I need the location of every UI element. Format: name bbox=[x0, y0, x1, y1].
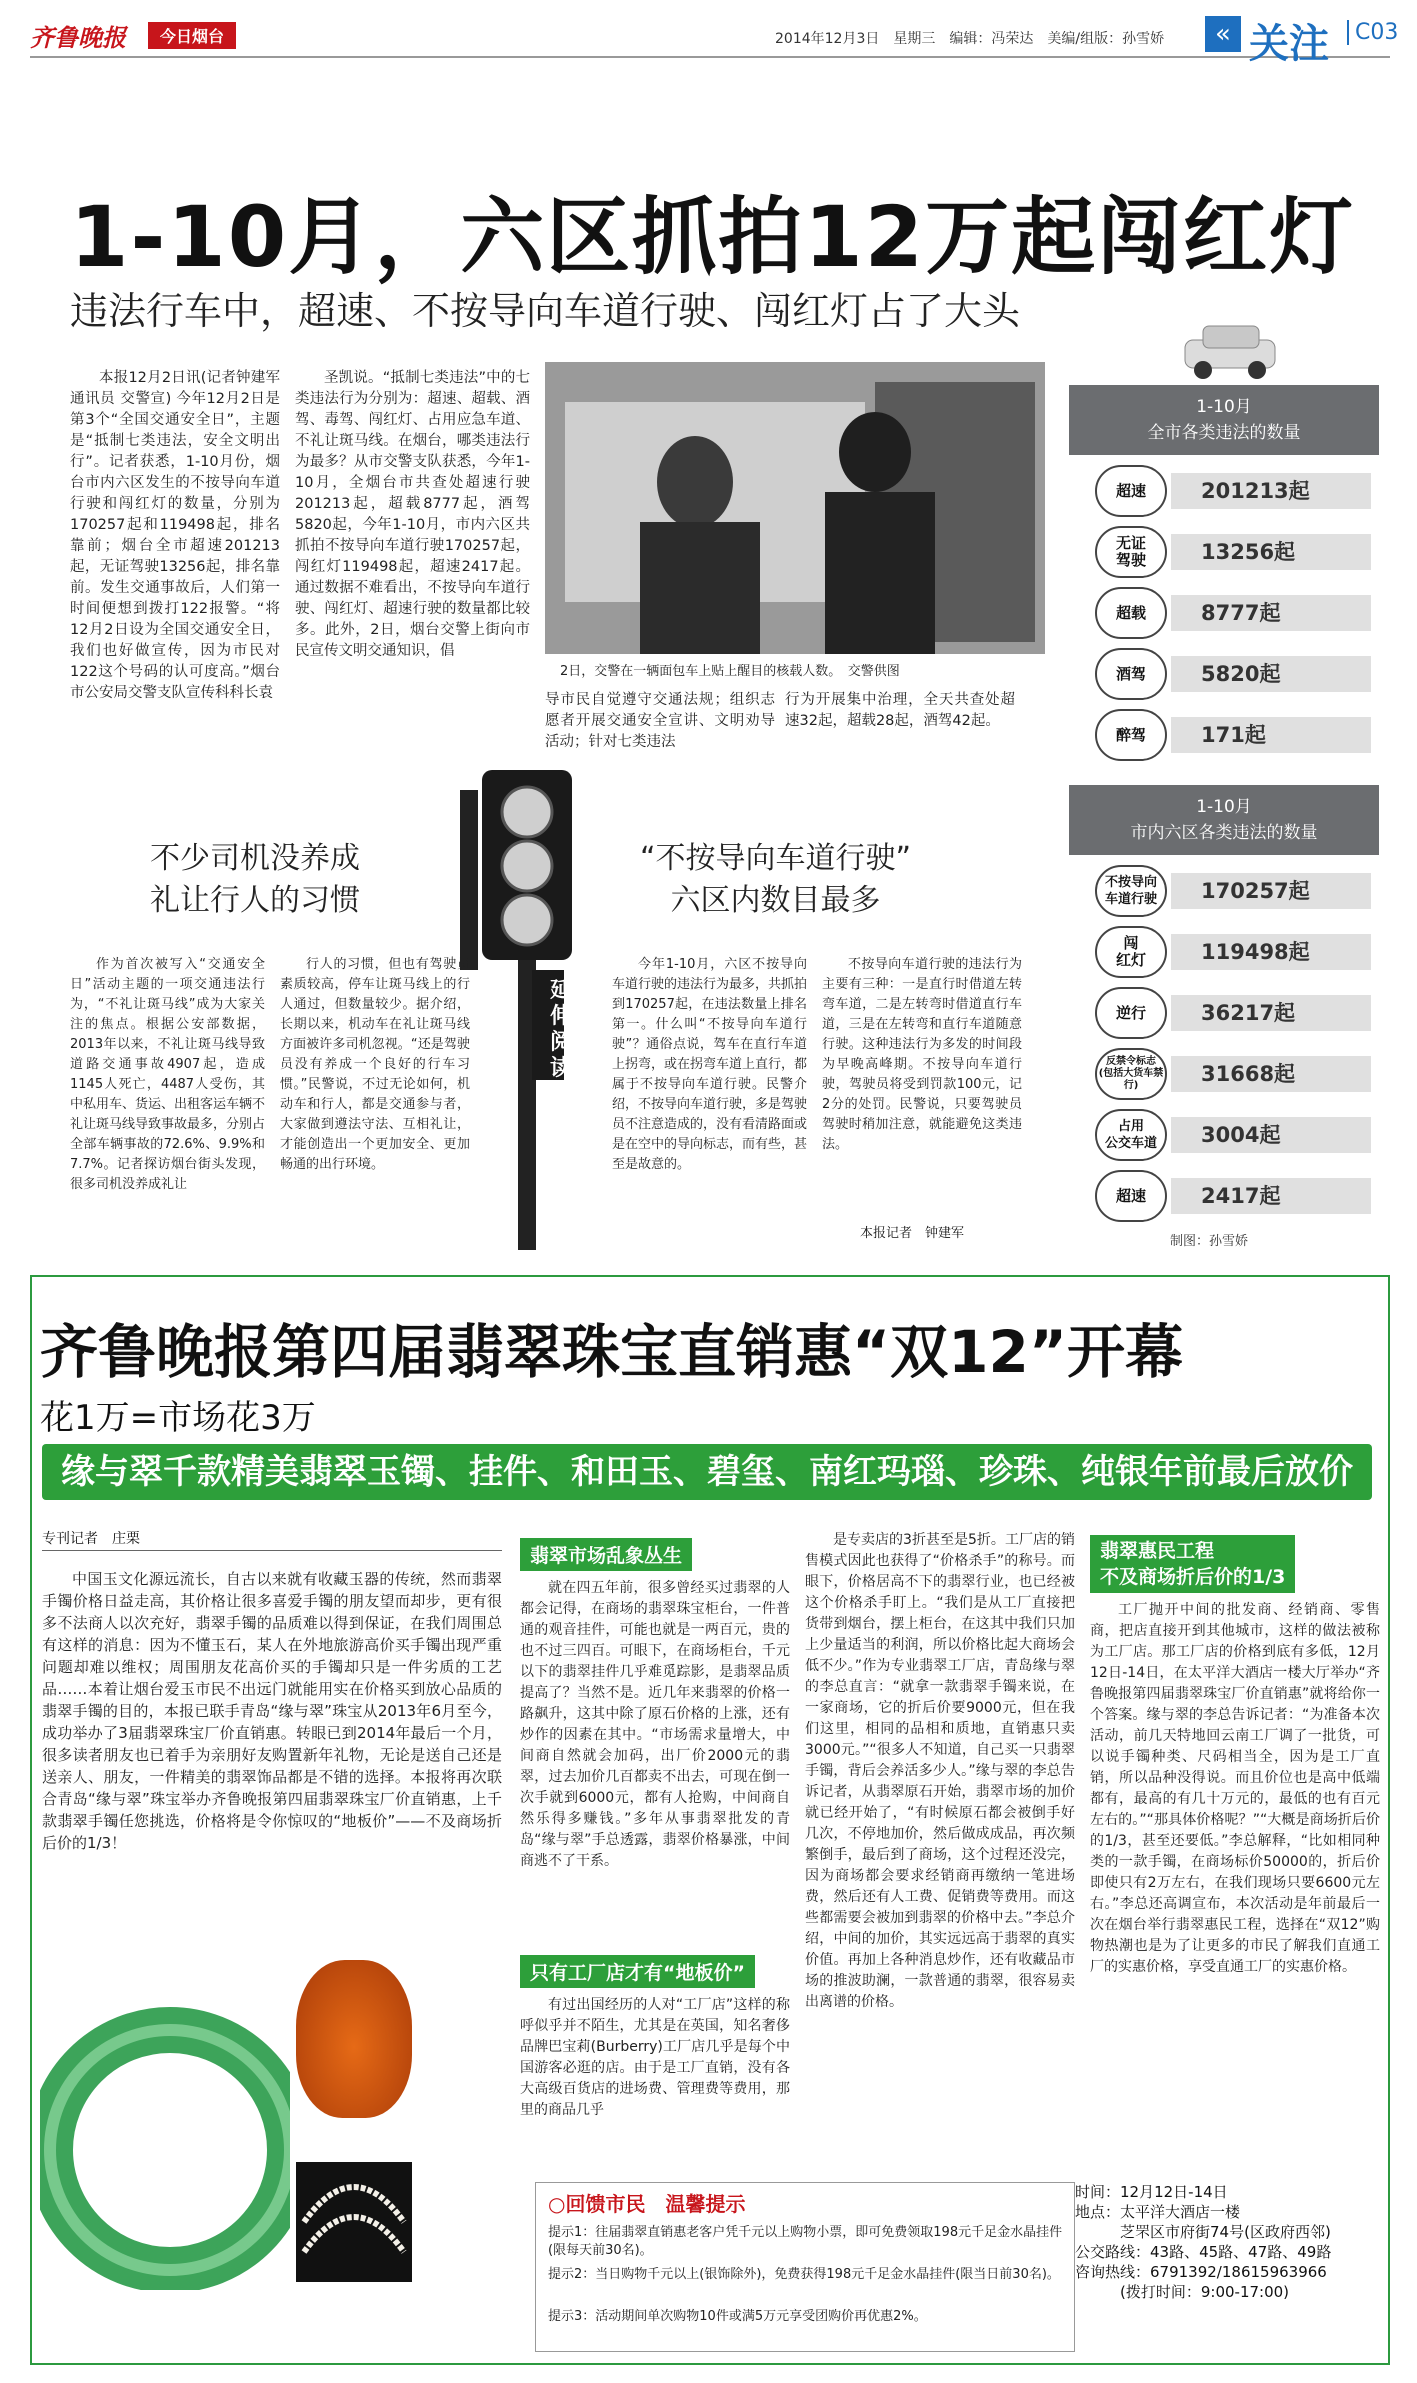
tip-item: 提示2：当日购物千元以上(银饰除外)，免费获得198元千足金水晶挂件(限当日前30名)。 bbox=[548, 2267, 1060, 2282]
subsection-title-1: 不少司机没养成 礼让行人的习惯 bbox=[150, 841, 360, 918]
stat-value: 36217起 bbox=[1171, 995, 1371, 1031]
stats-panel bbox=[1055, 320, 1385, 1240]
page-number: C03 bbox=[1347, 20, 1398, 45]
stat-row bbox=[1095, 709, 1380, 761]
chart-credit: 制图：孙雪娇 bbox=[1170, 1234, 1249, 1249]
ad-col-1: 中国玉文化源远流长，自古以来就有收藏玉器的传统，然而翡翠手镯价格日益走高，其价格让很多喜爱手镯的朋友望而却步，更有很多不法商人以次充好，翡翠手镯的品质难以得到保证，在我们周围总有这样的消息：因为不懂玉石，某人在外地旅游高价买手镯出现严重问题却难以维权；周围朋友花高价买的手镯却只是一件劣质的工艺品……本着让烟台爱玉市民不出远门就能用实在价格买到放心品质的翡翠手镯的目的，本报已联手青岛“缘与翠”珠宝从2013年6月至今，成功举办了3届翡翠珠宝厂价直销惠。转眼已到2014年最后一个月，很多读者朋友也已着手为亲朋好友购置新年礼物，无论是送自己还是送亲人、朋友，一件精美的翡翠饰品都是不错的选择。本报将再次联合青岛“缘与翠”珠宝举办齐鲁晚报第四届翡翠珠宝厂价直销惠，上千款翡翠手镯任您挑选，价格将是令你惊叹的“地板价”——不及商场折后价的1/3！ bbox=[42, 1570, 502, 1852]
stat-label: 醉驾 bbox=[1095, 709, 1167, 761]
circle-icon: ○ bbox=[548, 2192, 566, 2216]
side-label: 延伸阅读 bbox=[549, 978, 572, 1081]
stat-row bbox=[1095, 526, 1380, 578]
stat-value: 201213起 bbox=[1171, 473, 1371, 509]
stat-row bbox=[1095, 865, 1380, 917]
newspaper-logo: 齐鲁晚报 bbox=[30, 23, 126, 52]
article-col-1: 本报12月2日讯(记者钟建军 通讯员 交警宣) 今年12月2日是第3个“全国交通安全日”，主题是“抵制七类违法，安全文明出行”。记者获悉，1-10月份，烟台市内六区发生的不按导向车道行驶和闯红灯的数量，分别为170257起和119498起，排名靠前；烟台全市超速201213起，无证驾驶13256起，排名靠前。发生交通事故后，人们第一时间便想到拨打122报警。“将12月2日设为全国交通安全日，我们也好做宣传，因为市民对122这个号码的认可度高。”烟台市公安局交警支队宣传科科长袁 bbox=[70, 370, 280, 701]
stat-value: 170257起 bbox=[1171, 873, 1371, 909]
stat-row bbox=[1095, 987, 1380, 1039]
page-tag bbox=[1205, 14, 1399, 67]
event-hours: (拨打时间：9:00-17:00) bbox=[1120, 2283, 1290, 2301]
issue-meta: 2014年12月3日 星期三 编辑：冯荣达 美编/组版：孙雪娇 bbox=[775, 31, 1165, 47]
pearl-necklace-icon bbox=[296, 2162, 412, 2282]
stat-label: 超速 bbox=[1095, 1170, 1167, 1222]
stat-row bbox=[1095, 926, 1380, 978]
article-col-4: 行为开展集中治理，全天共查处超速32起，超载28起，酒驾42起。 bbox=[785, 692, 1015, 729]
event-bus: 公交路线：43路、45路、47路、49路 bbox=[1075, 2243, 1332, 2261]
tips-title bbox=[548, 2188, 745, 2217]
article-col-3: 导市民自觉遵守交通法规；组织志愿者开展交通安全宣讲、文明劝导活动；针对七类违法 bbox=[545, 692, 775, 750]
stat-label: 超速 bbox=[1095, 465, 1167, 517]
car-icon bbox=[1175, 320, 1285, 380]
ad-section-head-2: 只有工厂店才有“地板价” bbox=[520, 1955, 755, 1988]
stat-label: 无证 驾驶 bbox=[1095, 526, 1167, 578]
stat-row bbox=[1095, 1048, 1380, 1100]
stat-value: 3004起 bbox=[1171, 1117, 1371, 1153]
subheadline: 违法行车中，超速、不按导向车道行驶、闯红灯占了大头 bbox=[70, 289, 1021, 333]
chevron-left-icon: « bbox=[1205, 16, 1241, 52]
stat-value: 31668起 bbox=[1171, 1056, 1371, 1092]
masthead bbox=[30, 14, 1399, 67]
stat-label: 酒驾 bbox=[1095, 648, 1167, 700]
ad-col-2: 就在四五年前，很多曾经买过翡翠的人都会记得，在商场的翡翠珠宝柜台，一件普通的观音挂件，可能也就是一两百元，贵的也不过三四百。可眼下，在商场柜台，千元以下的翡翠挂件几乎难觅踪影，是翡翠品质提高了？当然不是。近几年来翡翠的价格一路飙升，这其中除了原石价格的上涨，还有炒作的因素在其中。“市场需求量增大，中间商自然就会加码，出厂价2000元的翡翠，过去加价几百都卖不出去，可现在倒一次手就到6000元，都有人抢购，中间商自然乐得多赚钱。”多年从事翡翠批发的青岛“缘与翠”手总透露，翡翠价格暴涨，中间商逃不了干系。 bbox=[520, 1580, 790, 1869]
article-col-5: 作为首次被写入“交通安全日”活动主题的一项交通违法行为，“不礼让斑马线”成为大家关注的焦点。根据公安部数据，2013年以来，不礼让斑马线导致道路交通事故4907起，造成1145人死亡，4487人受伤，其中私用车、货运、出租客运车辆不礼让斑马线导致事故最多，分别占全部车辆事故的72.6%、9.9%和7.7%。记者探访烟台街头发现，很多司机没养成礼让 bbox=[70, 957, 265, 1192]
tip-item: 提示1：往届翡翠直销惠老客户凭千元以上购物小票，即可免费领取198元千足金水晶挂件(限每天前30名)。 bbox=[548, 2225, 1063, 2258]
ad-byline: 专刊记者 庄栗 bbox=[42, 1528, 502, 1551]
ad-banner: 缘与翠千款精美翡翠玉镯、挂件、和田玉、碧玺、南红玛瑙、珍珠、纯银年前最后放价 bbox=[42, 1444, 1372, 1500]
stat-label: 占用 公交车道 bbox=[1095, 1109, 1167, 1161]
news-photo bbox=[545, 362, 1045, 654]
stat-row bbox=[1095, 587, 1380, 639]
article-col-7: 今年1-10月，六区不按导向车道行驶的违法行为最多，共抓拍到170257起，在违法数量上排名第一。什么叫“不按导向车道行驶”？通俗点说，驾车在直行车道上拐弯，或在拐弯车道上直行，都属于不按导向车道行驶。民警介绍，不按导向车道行驶，多是驾驶员不注意造成的，没有看清路面或是在空中的导向标志，而有些，甚至是故意的。 bbox=[612, 957, 807, 1172]
stat-label: 闯 红灯 bbox=[1095, 926, 1167, 978]
stat-label: 超载 bbox=[1095, 587, 1167, 639]
ad-section-head-1: 翡翠市场乱象丛生 bbox=[520, 1538, 692, 1571]
stat-label: 逆行 bbox=[1095, 987, 1167, 1039]
event-place: 地点：太平洋大酒店一楼 bbox=[1075, 2203, 1241, 2221]
ad-section-head-3: 翡翠惠民工程 不及商场折后价的1/3 bbox=[1090, 1535, 1295, 1593]
stat-label: 反禁令标志 (包括大货车禁行) bbox=[1095, 1048, 1167, 1100]
stat-value: 2417起 bbox=[1171, 1178, 1371, 1214]
event-info bbox=[1075, 2182, 1380, 2302]
stat-row bbox=[1095, 648, 1380, 700]
stats-title-city: 1-10月 全市各类违法的数量 bbox=[1069, 385, 1379, 455]
article-col-6: 行人的习惯，但也有驾驶员素质较高，停车让斑马线上的行人通过，但数量较少。据介绍，长期以来，机动车在礼让斑马线方面被许多司机忽视。“还是驾驶员没有养成一个良好的行车习惯。”民警说，不过无论如何，机动车和行人，都是交通参与者，大家做到遵法守法、互相礼让，才能创造出一个更加安全、更加畅通的出行环境。 bbox=[280, 957, 470, 1172]
ad-title: 齐鲁晚报第四届翡翠珠宝直销惠“双12”开幕 bbox=[40, 1318, 1183, 1386]
page-name: 关注 bbox=[1249, 21, 1329, 67]
stat-value: 119498起 bbox=[1171, 934, 1371, 970]
stat-row bbox=[1095, 1170, 1380, 1222]
article-col-8: 不按导向车道行驶的违法行为主要有三种：一是直行时借道左转弯车道，二是左转弯时借道直行车道，三是在左转弯和直行车道随意行驶。这种违法行为多发的时间段为早晚高峰期。不按导向车道行驶，驾驶员将受到罚款100元，记2分的处罚。民警说，只要驾驶员驾驶时稍加注意，就能避免这类违法。 bbox=[822, 957, 1022, 1152]
stat-label: 不按导向 车道行驶 bbox=[1095, 865, 1167, 917]
photo-caption: 2日，交警在一辆面包车上贴上醒目的核载人数。 交警供图 bbox=[560, 664, 900, 679]
ad-col-3: 有过出国经历的人对“工厂店”这样的称呼似乎并不陌生，尤其是在英国，知名奢侈品牌巴宝莉(Burberry)工厂店几乎是每个中国游客必逛的店。由于是工厂直销，没有各大高级百货店的进场费、管理费等费用，那里的商品几乎 bbox=[520, 1997, 790, 2118]
stat-row bbox=[1095, 1109, 1380, 1161]
ad-subtitle: 花1万=市场花3万 bbox=[40, 1398, 316, 1438]
subsection-title-2: “不按导向车道行驶” 六区内数目最多 bbox=[640, 841, 912, 918]
event-time: 时间：12月12日-14日 bbox=[1075, 2183, 1228, 2201]
stats-title-district: 1-10月 市内六区各类违法的数量 bbox=[1069, 785, 1379, 855]
ad-col-5: 工厂抛开中间的批发商、经销商、零售商，把店直接开到其他城市，这样的做法被称为工厂店。那工厂店的价格到底有多低，12月12日-14日，在太平洋大酒店一楼大厅举办“齐鲁晚报第四届翡翠珠宝厂价直销惠”就将给你一个答案。缘与翠的李总告诉记者：“为准备本次活动，前几天特地回云南工厂调了一批货，可以说手镯种类、尺码相当全，因为是工厂直销，所以品种没得说。而且价位也是高中低端都有，最高的有几十万元的，最低的也有百元左右的。”“那具体价格呢？”“大概是商场折后价的1/3，甚至还要低。”李总解释，“比如相同种类的一款手镯，在商场标价50000的，折后价即使只有2万左右，在我们现场只要6600元左右。”李总还高调宣布，本次活动是年前最后一次在烟台举行翡翠惠民工程，选择在“双12”购物热潮也是为了让更多的市民了解我们直通工厂的实惠价格，享受直通工厂的实惠价格。 bbox=[1090, 1602, 1380, 1975]
stat-value: 171起 bbox=[1171, 717, 1371, 753]
stat-value: 8777起 bbox=[1171, 595, 1371, 631]
event-phone: 咨询热线：6791392/18615963966 bbox=[1075, 2263, 1327, 2281]
stat-value: 13256起 bbox=[1171, 534, 1371, 570]
ad-col-4: 是专卖店的3折甚至是5折。工厂店的销售模式因此也获得了“价格杀手”的称号。而眼下，价格居高不下的翡翠行业，也已经被这个价格杀手盯上。“我们是从工厂直接把货带到烟台，摆上柜台，在这其中我们只加上少量适当的利润，所以价格比起大商场会低不少。”作为专业翡翠工厂店，青岛缘与翠的李总直言：“就拿一款翡翠手镯来说，在一家商场，它的折后价要9000元，但在我们这里，相同的品相和质地，直销惠只卖3000元。”“很多人不知道，自己买一只翡翠手镯，背后会养活多少人。”缘与翠的李总告诉记者，从翡翠原石开始，翡翠市场的加价就已经开始了，“有时候原石都会被倒手好几次，不停地加价，然后做成成品，再次频繁倒手，最后到了商场，这个过程还没完，因为商场都会要求经销商再缴纳一笔进场费，然后还有人工费、促销费等费用。而这些都需要会被加到翡翠的价格中去。”李总介绍，中间的加价，其实远远高于翡翠的真实价值。再加上各种消息炒作，还有收藏品市场的推波助澜，一款普通的翡翠，很容易卖出离谱的价格。 bbox=[805, 1532, 1075, 2010]
jade-bangle-icon bbox=[40, 1980, 290, 2290]
section-tag: 今日烟台 bbox=[148, 22, 236, 49]
headline: 1-10月，六区抓拍12万起闯红灯 bbox=[70, 188, 1356, 286]
article-col-2: 圣凯说。“抵制七类违法”中的七类违法行为分别为：超速、超载、酒驾、毒驾、闯红灯、占用应急车道、不礼让斑马线。在烟台，哪类违法行为最多？从市交警支队获悉，今年1-10月，全烟台市共查处超速行驶201213起，超载8777起，酒驾5820起，今年1-10月，市内六区共抓拍不按导向车道行驶170257起，闯红灯119498起，超速2417起。通过数据不难看出，不按导向车道行驶、闯红灯、超速行驶的数量都比较多。此外，2日，烟台交警上街向市民宣传文明交通知识，倡 bbox=[295, 370, 530, 659]
traffic-light-icon bbox=[460, 770, 600, 1250]
tip-item: 提示3：活动期间单次购物10件或满5万元享受团购价再优惠2%。 bbox=[548, 2309, 927, 2324]
stat-row bbox=[1095, 465, 1380, 517]
article-byline: 本报记者 钟建军 bbox=[860, 1226, 965, 1241]
stat-value: 5820起 bbox=[1171, 656, 1371, 692]
amber-pendant-icon bbox=[296, 1960, 412, 2118]
tips-title-text: 回馈市民 温馨提示 bbox=[565, 2192, 746, 2216]
event-address: 芝罘区市府街74号(区政府西邻) bbox=[1120, 2223, 1331, 2241]
